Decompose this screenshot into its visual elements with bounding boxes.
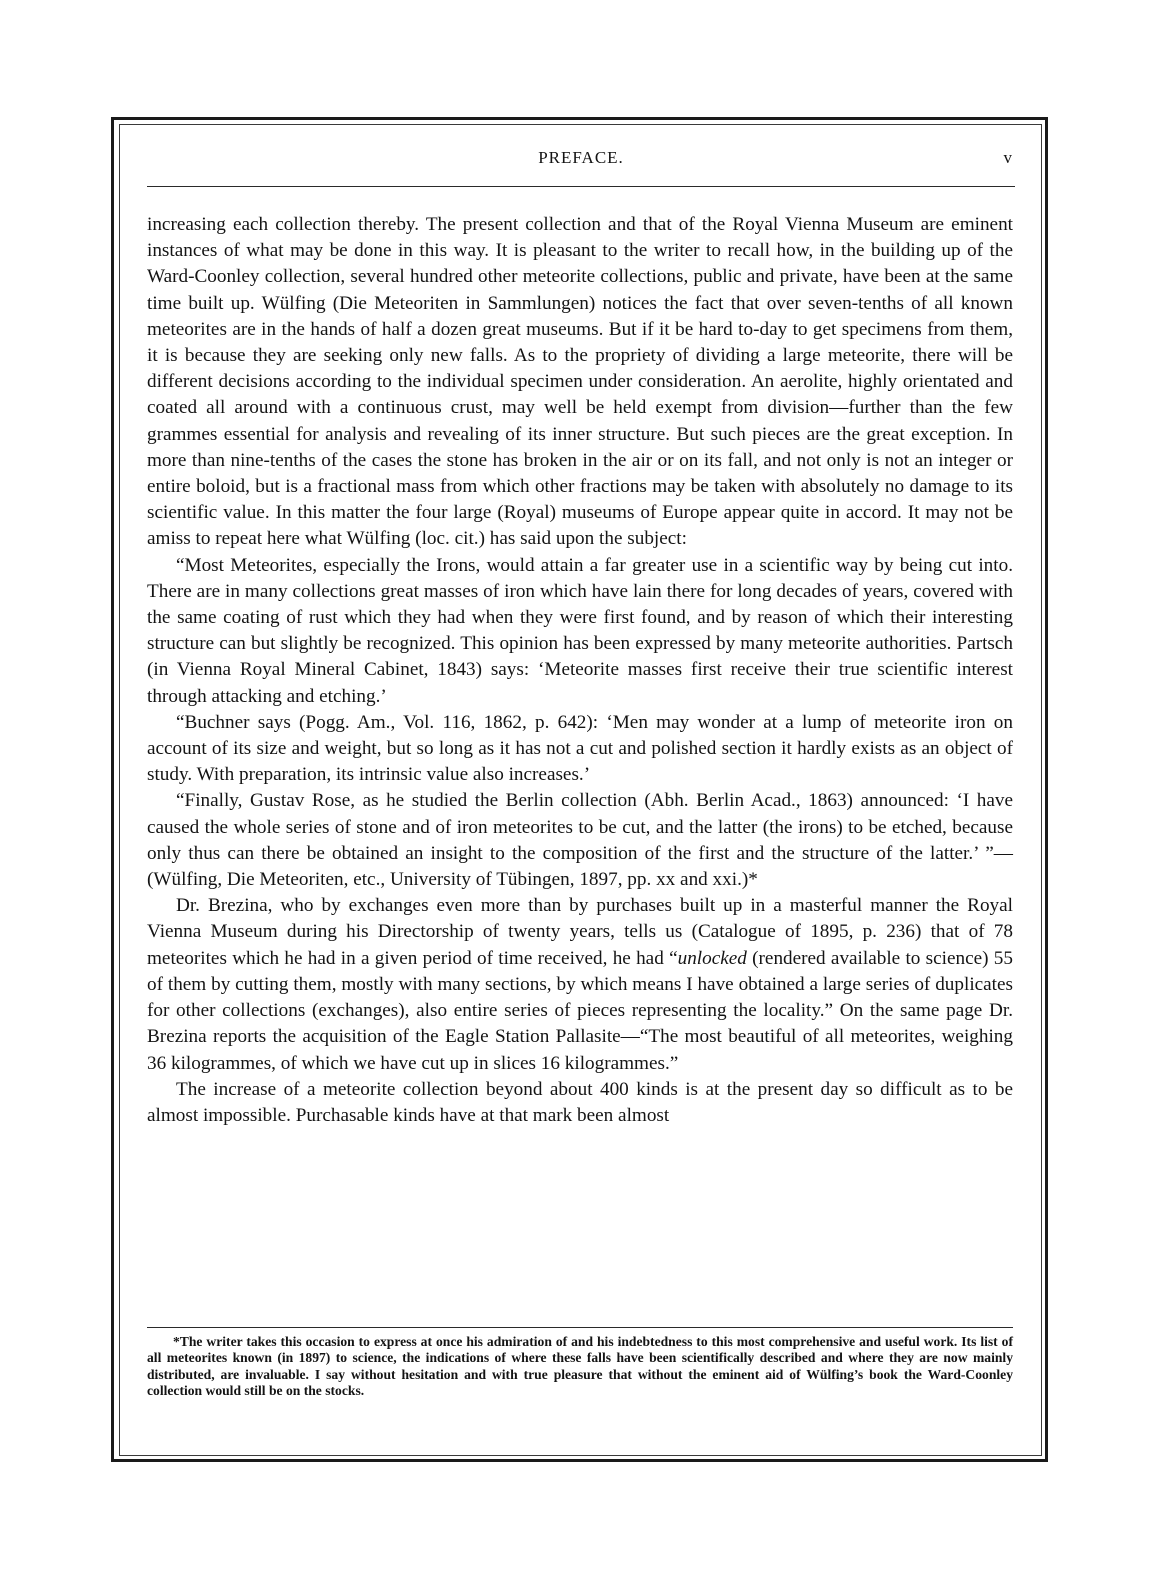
quote-paragraph: “Most Meteorites, especially the Irons, would attain a far greater use in a scientific way by being cut into. There are in many collections great masses of iron which have lain there for long decades of years, covered with the same coating of rust which they had when they were first found, and by reason of which their interesting structure can but slightly be recognized. This opinion has been expressed by many meteorite authorities. Partsch (in Vienna Royal Mineral Cabinet, 1843) says: ‘Meteorite masses first receive their true scientific interest through attacking and etching.’ — [147, 554, 1013, 707]
header-rule — [147, 186, 1015, 187]
brezina-paragraph — [147, 893, 1013, 1076]
page-title: PREFACE. — [538, 148, 624, 167]
brezina-text-start: Dr. Brezina, who by exchanges even more than by purchases built up in a masterful manner the Royal Vienna Museum during his Directorship of twenty years, tells us (Catalogue of 1895, p. 236) that of 78 meteorites which he had in a given period of time received, he had “ — [147, 895, 1013, 969]
emphasis-word: unlocked — [677, 947, 747, 969]
footnote — [147, 1334, 1013, 1399]
quote-paragraph: “Buchner says (Pogg. Am., Vol. 116, 1862, p. 642): ‘Men may wonder at a lump of meteorite iron on account of its size and weight, but so long as it has not a cut and polished section it hardly exists as an object of study. With preparation, its intrinsic value also increases.’ — [147, 711, 1013, 786]
footnote-rule — [147, 1327, 1013, 1328]
quote-paragraph: “Finally, Gustav Rose, as he studied the Berlin collection (Abh. Berlin Acad., 1863) announced: ‘I have caused the whole series of stone and of iron meteorites to be cut, and the latter (the irons) to be etched, because only thus can there be obtained an insight to the composition of the first and the structure of the latter.’ ”—(Wülfing, Die Meteoriten, etc., University of Tübingen, 1897, pp. xx and xxi.)* — [147, 790, 1013, 891]
footnote-text: *The writer takes this occasion to express at once his admiration of and his indebtedness to this most comprehensive and useful work. Its list of all meteorites known (in 1897) to science, the indications of where these falls have been scientifically described and where they are now mainly distributed, are invaluable. I say without hesitation and with true pleasure that without the eminent aid of Wülfing’s book the Ward-Coonley collection would still be on the stocks. — [147, 1334, 1013, 1398]
main-text — [147, 212, 1013, 1129]
running-header — [147, 145, 1015, 173]
page-number: v — [1003, 148, 1013, 167]
paragraph: The increase of a meteorite collection beyond about 400 kinds is at the present day so difficult as to be almost impossible. Purchasable kinds have at that mark been almost — [147, 1078, 1013, 1126]
paragraph: increasing each collection thereby. The present collection and that of the Royal Vienna Museum are eminent instances of what may be done in this way. It is pleasant to the writer to recall how, in the building up of the Ward-Coonley collection, several hundred other meteorite collections, public and private, have been at the same time built up. Wülfing (Die Meteoriten in Sammlungen) notices the fact that over seven-tenths of all known meteorites are in the hands of half a dozen great museums. But if it be hard to-day to get specimens from them, it is because they are seeking only new falls. As to the propriety of dividing a large meteorite, there will be different decisions according to the individual specimen under consideration. An aerolite, highly orientated and coated all around with a continuous crust, may well be held exempt from division—further than the few grammes essential for analysis and revealing of its inner structure. But such pieces are the great exception. In more than nine-tenths of the cases the stone has broken in the air or on its fall, and not only is not an integer or entire boloid, but is a fractional mass from which other fractions may be taken with absolutely no damage to its scientific value. In this matter the four large (Royal) museums of Europe appear quite in accord. It may not be amiss to repeat here what Wülfing (loc. cit.) has said upon the subject: — [147, 214, 1013, 550]
brezina-text-end: (rendered available to science) 55 of them by cutting them, mostly with many sections, by which means I have obtained a large series of duplicates for other collections (exchanges), also entire series of pieces representing the locality.” On the same page Dr. Brezina reports the acquisition of the Eagle Station Pallasite—“The most beautiful of all meteorites, weighing 36 kilogrammes, of which we have cut up in slices 16 kilogrammes.” — [147, 947, 1013, 1074]
